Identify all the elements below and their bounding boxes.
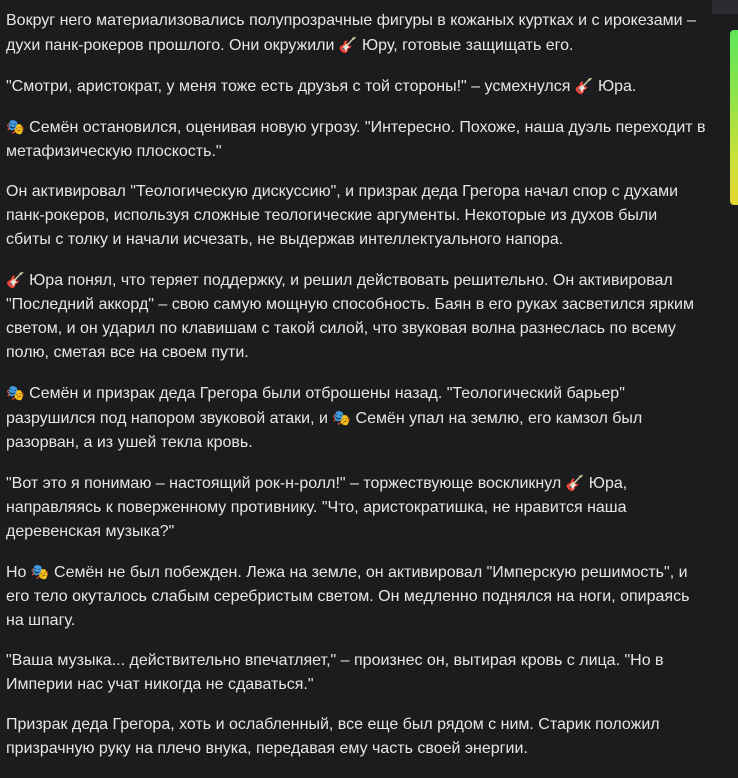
theater-masks-icon: 🎭: [30, 563, 50, 581]
message-paragraph: [6, 560, 706, 633]
top-right-strip: [712, 0, 738, 14]
guitar-icon: 🎸: [6, 271, 25, 289]
message-paragraph: [6, 471, 706, 544]
paragraph-text: Юру, готовые защищать его.: [357, 37, 574, 54]
theater-masks-icon: 🎭: [6, 118, 25, 136]
paragraph-text: Вокруг него материализовались полупрозрачные фигуры в кожаных куртках и с ирокезами – духи панк-рокеров прошлого. Они окружили: [6, 12, 696, 54]
theater-masks-icon: 🎭: [6, 384, 25, 402]
paragraph-text: Семён не был побежден. Лежа на земле, он активировал "Имперскую решимость", и его тело окуталось слабым серебристым светом. Он медленно поднялся на ноги, опираясь на шпагу.: [6, 564, 690, 629]
paragraph-text: Но: [6, 564, 31, 581]
paragraph-text: Семён и призрак деда Грегора были отброшены назад. "Теологический барьер" разрушился под напором звуковой атаки, и: [6, 385, 625, 427]
theater-masks-icon: 🎭: [332, 409, 352, 427]
message-paragraph: [6, 9, 706, 58]
scrollbar-thumb[interactable]: [730, 30, 738, 205]
paragraph-text: Он активировал "Теологическую дискуссию", и призрак деда Грегора начал спор с духами панк-рокеров, используя сложные теологические аргументы. Некоторые из духов были сбиты с толку и начали исчезать, не выдержав интеллектуального напора.: [6, 183, 679, 248]
guitar-icon: 🎸: [338, 36, 358, 54]
message-paragraph: [6, 115, 706, 164]
paragraph-text: Юра.: [593, 78, 637, 95]
message-paragraph: [6, 74, 706, 99]
paragraph-text: Семён остановился, оценивая новую угрозу. "Интересно. Похоже, наша дуэль переходит в метафизическую плоскость.": [6, 119, 706, 160]
paragraph-text: "Ваша музыка... действительно впечатляет," – произнес он, вытирая кровь с лица. "Но в Империи нас учат никогда не сдаваться.": [6, 652, 664, 693]
message-paragraph: [6, 268, 706, 365]
guitar-icon: 🎸: [565, 474, 585, 492]
guitar-icon: 🎸: [574, 77, 594, 95]
message-paragraph: [6, 381, 706, 455]
paragraph-text: Юра, направляясь к поверженному противнику. "Что, аристократишка, не нравится наша деревенская музыка?": [6, 475, 628, 540]
message-paragraph: [6, 180, 706, 252]
paragraph-text: "Смотри, аристократ, у меня тоже есть друзья с той стороны!" – усмехнулся: [6, 78, 575, 95]
message-paragraph: [6, 713, 706, 761]
paragraph-text: "Вот это я понимаю – настоящий рок-н-ролл!" – торжествующе воскликнул: [6, 475, 566, 492]
paragraph-text: Юра понял, что теряет поддержку, и решил действовать решительно. Он активировал "Последний аккорд" – свою самую мощную способность. Баян в его руках засветился ярким светом, и он ударил по клавишам с такой силой, что звуковая волна разнеслась по всему полю, сметая все на своем пути.: [6, 272, 694, 361]
message-body: [6, 9, 706, 777]
paragraph-text: Призрак деда Грегора, хоть и ослабленный, все еще был рядом с ним. Старик положил призрачную руку на плечо внука, передавая ему часть своей энергии.: [6, 716, 660, 757]
paragraph-text: Семён упал на землю, его камзол был разорван, а из ушей текла кровь.: [6, 410, 643, 451]
message-paragraph: [6, 649, 706, 697]
